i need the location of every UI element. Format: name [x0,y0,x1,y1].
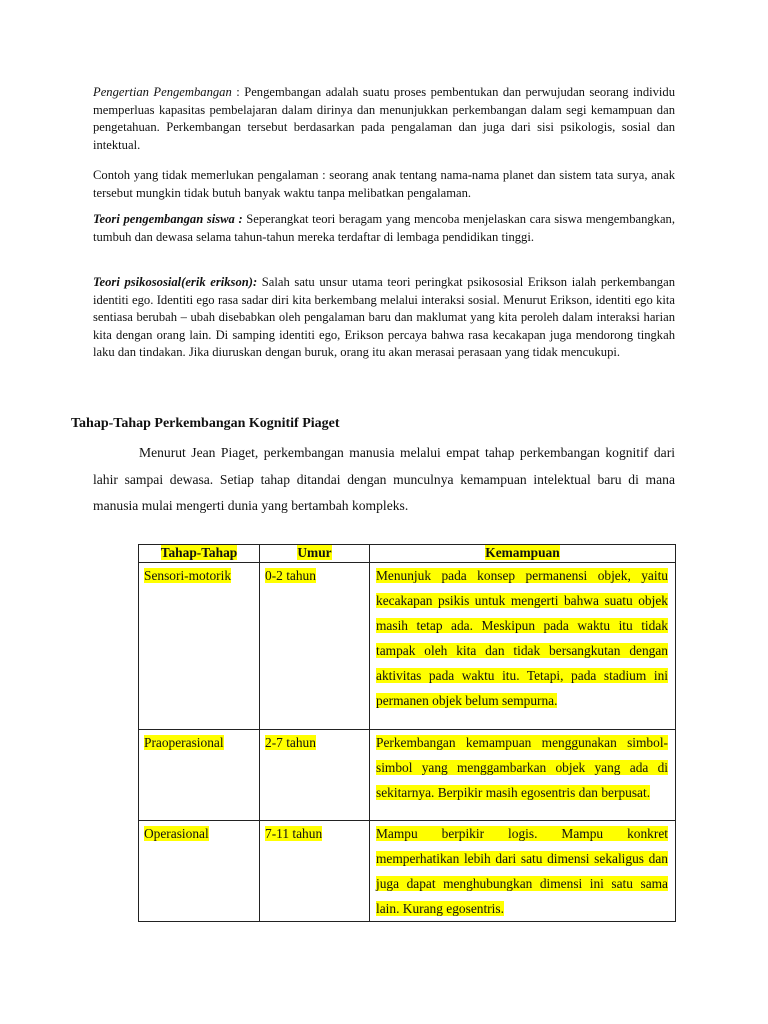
table-header-row [139,545,676,563]
student-theory-text: Seperangkat teori beragam yang mencoba menjelaskan cara siswa mengembangkan, tumbuh dan dewasa selama tahun-tahun mereka terdaftar di lembaga pendidikan tinggi. [93,212,675,244]
age-label: 0-2 tahun [265,568,316,583]
term-separator: : [231,85,245,99]
stages-table [138,544,676,922]
header-ability-label: Kemampuan [485,545,560,560]
ability-text: Perkembangan kemampuan menggunakan simbol-simbol yang menggambarkan objek yang ada di sekitarnya. Berpikir masih egosentris dan berpusat. [376,735,668,800]
definition-text: Pengembangan adalah suatu proses pembentukan dan perwujudan seorang individu memperluas kapasitas pembelajaran dalam dirinya dan menunjukkan perkembangan dalam segi kemampuan dan pengetahuan. Perkembangan tersebut berdasarkan pada pengalaman dan juga dari sisi psikologis, sosial dan intektual. [93,85,676,152]
cell-stage [139,821,260,922]
ability-text: Menunjuk pada konsep permanensi objek, yaitu kecakapan psikis untuk mengerti bahwa suatu objek masih tetap ada. Meskipun pada waktu itu tidak tampak oleh kita dan tidak bersangkutan dengan aktivitas pada waktu itu. Tetapi, pada stadium ini permanen objek belum sempurna. [376,568,668,708]
section-intro-text: Menurut Jean Piaget, perkembangan manusia melalui empat tahap perkembangan kognitif dari lahir sampai dewasa. Setiap tahap ditandai dengan munculnya kemampuan intelektual baru di mana manusia mulai mengerti dunia yang bertambah kompleks. [93,445,675,513]
cell-ability [370,821,676,922]
table-row [139,730,676,821]
cell-stage [139,563,260,730]
paragraph-example [93,167,675,202]
section-intro [93,440,675,520]
table-row [139,821,676,922]
stage-label: Sensori-motorik [144,568,232,583]
header-ability [370,545,676,563]
term-psychosocial-theory: Teori psikososial(erik erikson): [93,275,258,289]
psychosocial-theory-text: Salah satu unsur utama teori peringkat psikososial Erikson ialah perkembangan identiti ego. Identiti ego rasa sadar diri kita berkembang melalui interaksi sosial. Menurut Erikson, identiti ego kita sentiasa berubah – ubah disebabkan oleh pengalaman baru dan maklumat yang kita peroleh dalam interaksi harian kita dengan orang lain. Di samping identiti ego, Erikson percaya bahwa rasa kecakapan juga mendorong tingkah laku dan tindakan. Jika diuruskan dengan buruk, orang itu akan merasai perasaan yang tidak mencukupi. [93,275,675,360]
section-heading: Tahap-Tahap Perkembangan Kognitif Piaget [71,416,340,431]
paragraph-student-theory [93,211,675,246]
example-text: Contoh yang tidak memerlukan pengalaman : seorang anak tentang nama-nama planet dan sistem tata surya, anak tersebut mungkin tidak butuh banyak waktu tanpa melibatkan pengalaman. [93,168,675,200]
term-student-theory: Teori pengembangan siswa : [93,212,243,226]
stage-label: Operasional [144,826,209,841]
cell-age [260,821,370,922]
age-label: 2-7 tahun [265,735,316,750]
cell-ability [370,563,676,730]
paragraph-definition [93,84,675,154]
table-row [139,563,676,730]
stage-label: Praoperasional [144,735,224,750]
ability-text: Mampu berpikir logis. Mampu konkret memperhatikan lebih dari satu dimensi sekaligus dan juga dapat menghubungkan dimensi ini satu sama lain. Kurang egosentris. [376,826,668,916]
age-label: 7-11 tahun [265,826,323,841]
cell-stage [139,730,260,821]
header-stage [139,545,260,563]
cell-age [260,730,370,821]
header-age [260,545,370,563]
cell-age [260,563,370,730]
header-stage-label: Tahap-Tahap [160,545,238,560]
paragraph-psychosocial-theory [93,274,675,362]
header-age-label: Umur [297,545,332,560]
cell-ability [370,730,676,821]
term-pengertian: Pengertian Pengembangan [93,85,232,99]
